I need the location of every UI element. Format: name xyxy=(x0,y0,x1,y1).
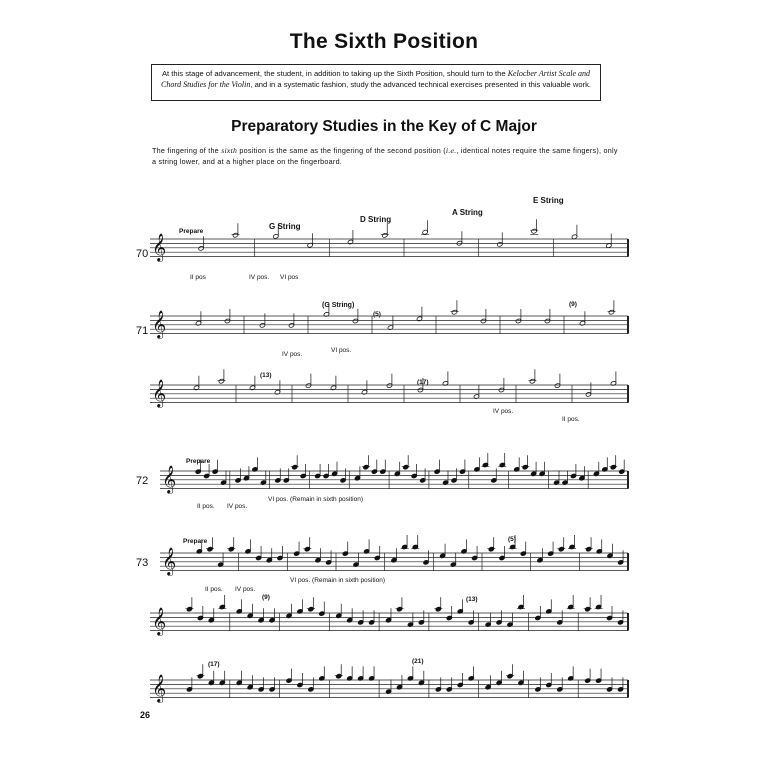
ex71-iv-pos: IV pos. xyxy=(282,351,303,358)
ex72-remain: VI pos. (Remain in sixth position) xyxy=(268,496,364,503)
ex72-iv-pos: IV pos. xyxy=(227,503,248,510)
ex73-measure-21: (21) xyxy=(412,658,424,665)
staff-lines xyxy=(150,233,628,703)
ex70-e-string: E String xyxy=(533,196,564,205)
ex72-ii-pos: II pos. xyxy=(197,503,215,510)
ex73-prepare: Prepare xyxy=(183,538,208,545)
staff-2-notes xyxy=(195,300,615,330)
staff-4-notes xyxy=(195,453,625,485)
treble-clef-icon: 𝄞 xyxy=(152,379,167,407)
staff-7 xyxy=(150,674,628,703)
ex71-ii-pos-end: II pos. xyxy=(562,416,580,423)
ex73-remain: VI pos. (Remain in sixth position) xyxy=(290,577,386,584)
treble-clef-icon: 𝄞 xyxy=(152,233,167,261)
ex71-measure-5: (5) xyxy=(373,311,381,318)
intro-emphasis: sixth xyxy=(221,146,238,155)
intro-text-3: , identical notes require the same fingers), only a string lower, and at a higher place on the fingerboard. xyxy=(152,146,618,166)
ex73-measure-13: (13) xyxy=(466,596,478,603)
note-book-reference: Kelocber Artist Scale and Chord Studies for the Violin xyxy=(161,69,591,89)
treble-clef-icon: 𝄞 xyxy=(152,607,167,635)
ex73-iv-pos: IV pos. xyxy=(235,586,256,593)
ex71-g-string: (G String) xyxy=(322,302,355,309)
ex73-ii-pos: II pos. xyxy=(205,586,223,593)
treble-clef-icon: 𝄞 xyxy=(162,465,177,493)
note-text-2: , and in a systematic fashion, study the advanced technical exercises presented in this valuable work. xyxy=(250,80,591,89)
ex70-d-string: D String xyxy=(360,215,392,224)
treble-clef-icon: 𝄞 xyxy=(162,547,177,575)
staff-6-notes xyxy=(185,595,623,627)
page-number: 26 xyxy=(140,710,151,720)
ex72-number: 72 xyxy=(136,475,149,487)
ex70-g-string: G String xyxy=(269,222,301,231)
staff-3-notes xyxy=(193,369,616,399)
ex73-measure-9: (9) xyxy=(262,594,270,601)
ex71-measure-13: (13) xyxy=(260,372,272,379)
notes-layer xyxy=(185,219,624,694)
ex73-measure-5: (5) xyxy=(508,536,516,543)
ex70-prepare: Prepare xyxy=(179,228,204,235)
section-heading: Preparatory Studies in the Key of C Major xyxy=(231,118,537,135)
staff-1 xyxy=(150,233,628,262)
ex73-measure-17: (17) xyxy=(208,661,220,668)
ex71-number: 71 xyxy=(136,325,149,337)
page-title: The Sixth Position xyxy=(289,30,479,53)
ex71-iv-pos-end: IV pos. xyxy=(493,408,514,415)
ex70-iv-pos: IV pos. xyxy=(249,274,270,281)
ex70-ii-pos: II pos xyxy=(190,274,206,281)
staff-1-notes xyxy=(198,219,612,251)
intro-text-2: position is the same as the fingering of the second position ( xyxy=(237,146,446,155)
staff-2 xyxy=(150,310,628,339)
staff-7-notes xyxy=(186,664,623,694)
ex71-measure-17: (17) xyxy=(417,379,429,386)
ex71-vi-pos: VI pos. xyxy=(331,347,352,354)
ex72-prepare: Prepare xyxy=(186,458,211,465)
ex71-measure-9: (9) xyxy=(569,301,577,308)
treble-clef-icon: 𝄞 xyxy=(152,674,167,702)
ex70-number: 70 xyxy=(136,248,149,260)
staff-4 xyxy=(160,465,628,494)
staff-5-notes xyxy=(196,535,624,567)
treble-clef-icon: 𝄞 xyxy=(152,310,167,338)
ex73-number: 73 xyxy=(136,557,149,569)
intro-ie: i.e. xyxy=(445,146,457,155)
ex70-vi-pos: VI pos xyxy=(280,274,299,281)
note-text-1: At this stage of advancement, the student, in addition to taking up the Sixth Position, should turn to the xyxy=(161,69,508,78)
ex70-a-string: A String xyxy=(452,208,483,217)
intro-text-1: The fingering of the xyxy=(152,146,222,155)
